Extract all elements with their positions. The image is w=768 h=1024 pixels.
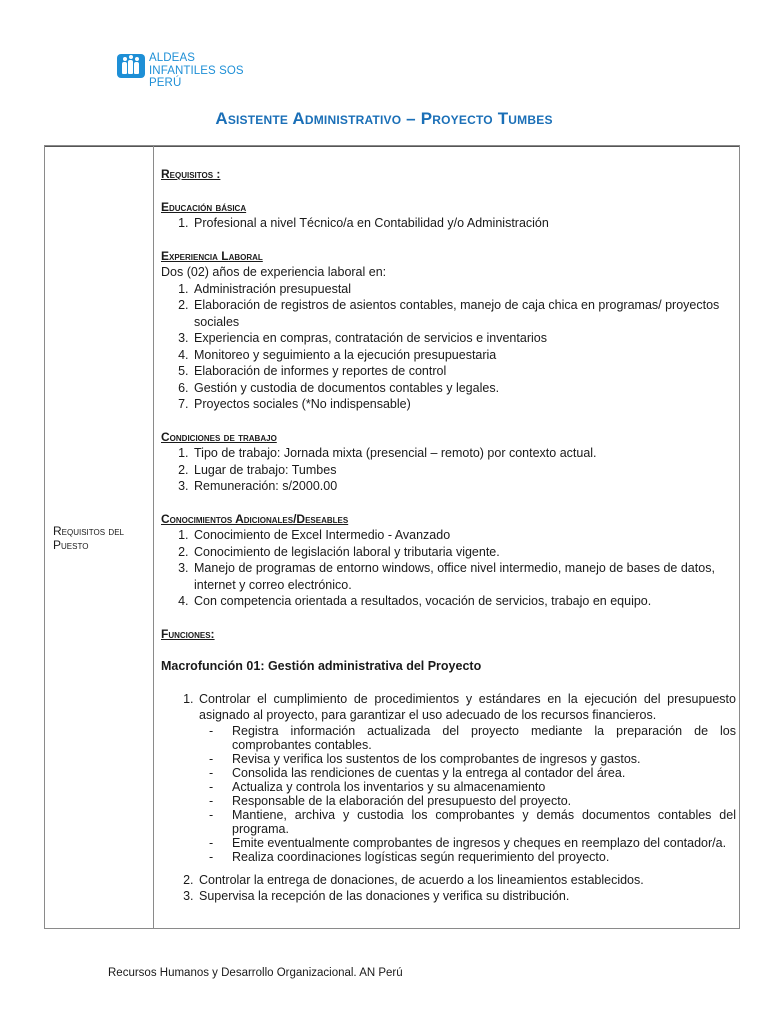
sub-list-item bbox=[199, 808, 736, 836]
requisitos-heading: Requisitos : bbox=[161, 167, 221, 181]
experiencia-intro: Dos (02) años de experiencia laboral en: bbox=[161, 265, 387, 279]
list-item: 3. Manejo de programas de entorno windows, office nivel intermedio, manejo de bases de datos, internet y correo electrónico. bbox=[192, 560, 736, 593]
sub-list bbox=[199, 724, 736, 864]
list-item: 6. Gestión y custodia de documentos contables y legales. bbox=[192, 380, 736, 397]
conocimientos-list bbox=[161, 527, 736, 610]
sub-list-item bbox=[199, 836, 736, 850]
requirements-content bbox=[161, 166, 736, 905]
sub-list-item bbox=[199, 724, 736, 752]
requirements-table bbox=[44, 145, 740, 929]
sub-item-text: Emite eventualmente comprobantes de ingresos y cheques en reemplazo del contador/a. bbox=[232, 835, 727, 850]
sub-list-item bbox=[199, 752, 736, 766]
list-item: 2. Elaboración de registros de asientos contables, manejo de caja chica en programas/ proyectos sociales bbox=[192, 297, 736, 330]
logo-line-2: INFANTILES SOS bbox=[149, 64, 244, 77]
educacion-heading: Educación básica bbox=[161, 199, 247, 214]
list-item: 1. Tipo de trabajo: Jornada mixta (presencial – remoto) por contexto actual. bbox=[192, 445, 736, 462]
sub-list-item bbox=[199, 850, 736, 864]
list-item: 3. Supervisa la recepción de las donaciones y verifica su distribución. bbox=[197, 888, 736, 905]
dash-bullet: - bbox=[209, 835, 214, 850]
condiciones-list bbox=[161, 445, 736, 495]
sub-item-text: Mantiene, archiva y custodia los comprobantes y demás documentos contables del programa. bbox=[232, 807, 736, 836]
logo-line-3: PERÚ bbox=[149, 77, 182, 89]
list-item: 4. Monitoreo y seguimiento a la ejecución presupuestaria bbox=[192, 347, 736, 364]
document-title: Asistente Administrativo – Proyecto Tumbes bbox=[215, 109, 553, 128]
dash-bullet: - bbox=[209, 765, 214, 780]
condiciones-heading: Condiciones de trabajo bbox=[161, 429, 277, 444]
list-item: 7. Proyectos sociales (*No indispensable) bbox=[192, 396, 736, 413]
logo-line-1: ALDEAS bbox=[149, 52, 195, 64]
dash-bullet: - bbox=[209, 807, 214, 822]
children-logo-icon bbox=[117, 54, 145, 78]
sub-list-item bbox=[199, 794, 736, 808]
row-label-line-2: Puesto bbox=[53, 538, 89, 552]
sub-item-text: Registra información actualizada del proyecto mediante la preparación de los comprobantes contables. bbox=[232, 723, 736, 752]
educacion-list bbox=[161, 215, 736, 232]
list-item: 3. Experiencia en compras, contratación de servicios e inventarios bbox=[192, 330, 736, 347]
dash-bullet: - bbox=[209, 793, 214, 808]
list-item: 1. Profesional a nivel Técnico/a en Contabilidad y/o Administración bbox=[192, 215, 736, 232]
sub-item-text: Responsable de la elaboración del presupuesto del proyecto. bbox=[232, 793, 572, 808]
macrofuncion-heading: Macrofunción 01: Gestión administrativa del Proyecto bbox=[161, 659, 482, 673]
row-label bbox=[53, 524, 124, 552]
list-item: 2. Lugar de trabajo: Tumbes bbox=[192, 462, 736, 479]
logo-text bbox=[149, 52, 244, 90]
list-item: 2. Controlar la entrega de donaciones, de acuerdo a los lineamientos establecidos. bbox=[197, 872, 736, 889]
sub-item-text: Consolida las rendiciones de cuentas y la entrega al contador del área. bbox=[232, 765, 626, 780]
dash-bullet: - bbox=[209, 751, 214, 766]
row-label-line-1: Requisitos del bbox=[53, 524, 124, 538]
org-logo bbox=[117, 52, 244, 90]
funciones-list bbox=[161, 691, 736, 905]
list-item: 5. Elaboración de informes y reportes de control bbox=[192, 363, 736, 380]
sub-item-text: Actualiza y controla los inventarios y su almacenamiento bbox=[232, 779, 546, 794]
funcion-1-text: Controlar el cumplimiento de procedimientos y estándares en la ejecución del presupuesto asignado al proyecto, para garantizar el uso adecuado de los recursos financieros. bbox=[199, 691, 736, 722]
sub-list-item bbox=[199, 780, 736, 794]
list-item: 1. Administración presupuestal bbox=[192, 281, 736, 298]
list-item bbox=[197, 691, 736, 872]
conocimientos-heading: Conocimientos Adicionales/Deseables bbox=[161, 511, 349, 526]
list-item: 2. Conocimiento de legislación laboral y tributaria vigente. bbox=[192, 544, 736, 561]
dash-bullet: - bbox=[209, 849, 214, 864]
sub-list-item bbox=[199, 766, 736, 780]
funciones-list-wrap bbox=[161, 691, 736, 905]
experiencia-list bbox=[161, 281, 736, 413]
page-footer: Recursos Humanos y Desarrollo Organizacional. AN Perú bbox=[108, 967, 403, 979]
experiencia-heading: Experiencia Laboral bbox=[161, 248, 263, 263]
list-item: 1. Conocimiento de Excel Intermedio - Avanzado bbox=[192, 527, 736, 544]
sub-item-text: Realiza coordinaciones logísticas según requerimiento del proyecto. bbox=[232, 849, 610, 864]
list-item: 4. Con competencia orientada a resultados, vocación de servicios, trabajo en equipo. bbox=[192, 593, 736, 610]
sub-item-text: Revisa y verifica los sustentos de los comprobantes de ingresos y gastos. bbox=[232, 751, 641, 766]
list-item: 3. Remuneración: s/2000.00 bbox=[192, 478, 736, 495]
funciones-heading: Funciones: bbox=[161, 626, 215, 641]
dash-bullet: - bbox=[209, 723, 214, 738]
dash-bullet: - bbox=[209, 779, 214, 794]
